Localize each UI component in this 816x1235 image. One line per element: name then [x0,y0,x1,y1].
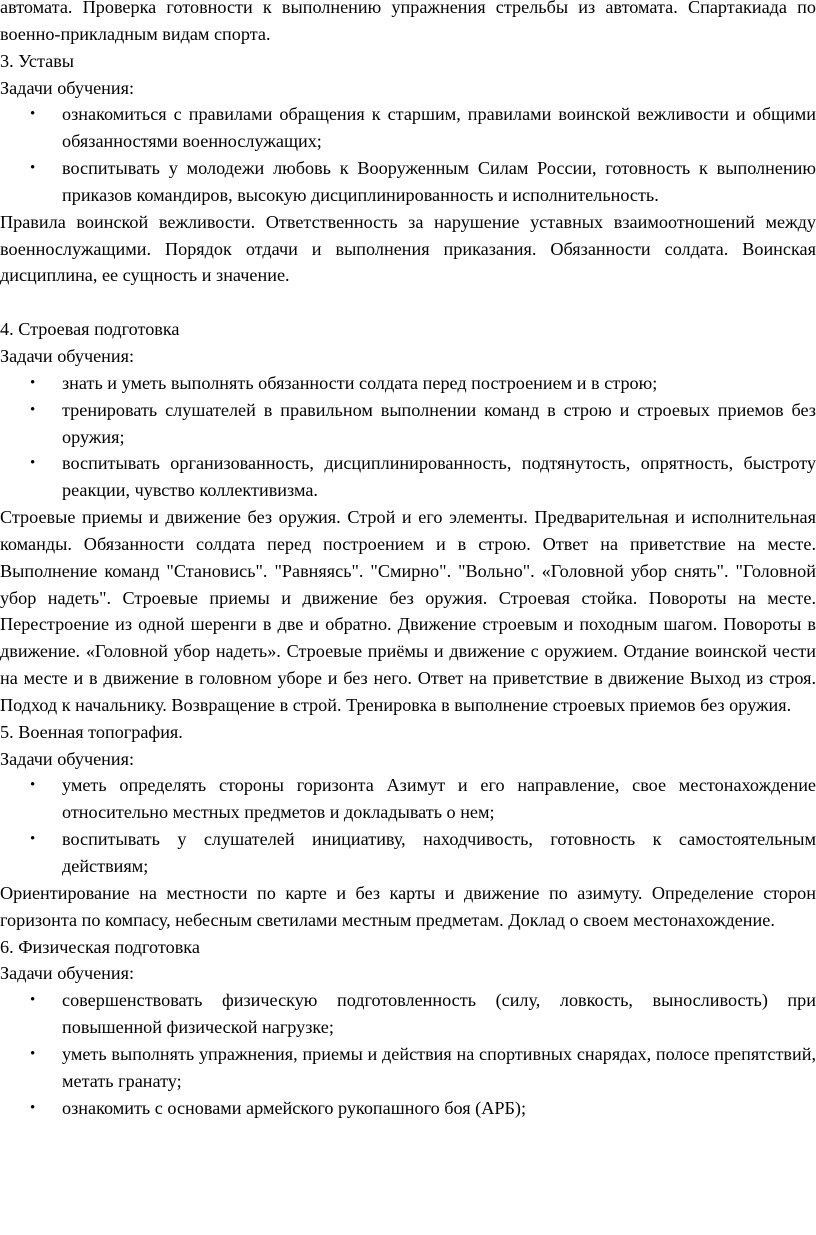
list-item [0,987,816,1041]
list-item-text: воспитывать у слушателей инициативу, находчивость, готовность к самостоятельным действиям; [62,829,816,876]
list-item [0,397,816,451]
section-3-paragraph: Правила воинской вежливости. Ответственность за нарушение уставных взаимоотношений между военнослужащими. Порядок отдачи и выполнения приказания. Обязанности солдата. Воинская дисциплина, ее сущность и значение. [0,211,816,286]
section-4-task-list [0,370,816,504]
list-item [0,1041,816,1095]
list-item [0,101,816,155]
section-6-task-list [0,987,816,1121]
list-item [0,370,816,397]
list-item-text: воспитывать организованность, дисциплинированность, подтянутость, опрятность, быстроту реакции, чувство коллективизма. [62,453,816,501]
section-5-tasks-label: Задачи обучения: [0,748,135,769]
section-3-tasks-label: Задачи обучения: [0,77,135,98]
bullet-icon: • [30,831,36,848]
bullet-icon: • [30,374,36,391]
list-item [0,1095,816,1122]
section-5-paragraph: Ориентирование на местности по карте и без карты и движение по азимуту. Определение сторон горизонта по компасу, небесным светилами местным предметам. Доклад о своем местонахождение. [0,882,816,930]
section-6-heading: 6. Физическая подготовка [0,936,200,957]
list-item [0,450,816,504]
list-item-text: тренировать слушателей в правильном выполнении команд в строю и строевых приемов без оружия; [62,399,816,447]
list-item-text: знать и уметь выполнять обязанности солдата перед построением и в строю; [62,372,658,393]
bullet-icon: • [30,160,36,177]
section-4-heading: 4. Строевая подготовка [0,319,180,340]
list-item-text: ознакомить с основами армейского рукопашного боя (АРБ); [62,1097,526,1118]
list-item-text: совершенствовать физическую подготовленность (силу, ловкость, выносливость) при повышенной физической нагрузке; [62,990,816,1038]
section-5-heading: 5. Военная топография. [0,721,183,742]
list-item [0,772,816,826]
list-item-text: уметь определять стороны горизонта Азимут и его направление, свое местонахождение относительно местных предметов и докладывать о нем; [62,775,816,823]
bullet-icon: • [30,455,36,472]
list-item [0,826,816,880]
list-item-text: уметь выполнять упражнения, приемы и действия на спортивных снарядах, полосе препятствий, метать гранату; [62,1043,816,1091]
blank-line [0,289,816,316]
section-3-task-list [0,101,816,208]
section-5-task-list [0,772,816,879]
list-item-text: воспитывать у молодежи любовь к Вооруженным Силам России, готовность к выполнению приказов командиров, высокую дисциплинированность и исполнительность. [62,158,816,205]
section-4-paragraph: Строевые приемы и движение без оружия. Строй и его элементы. Предварительная и исполнительная команды. Обязанности солдата перед построением и в строю. Ответ на приветствие на месте. Выполнение команд "Становись". "Равняясь". "Смирно". "Вольно". «Головной убор снять". "Головной убор надеть". Строевые приемы и движение без оружия. Строевая стойка. Повороты на месте. Перестроение из одной шеренги в две и обратно. Движение строевым и походным шагом. Повороты в движение. «Головной убор надеть». Строевые приёмы и движение с оружием. Отдание воинской чести на месте и в движение в головном уборе и без него. Ответ на приветствие в движение Выход из строя. Подход к начальнику. Возвращение в строй. Тренировка в выполнение строевых приемов без оружия. [0,507,816,715]
bullet-icon: • [30,777,36,794]
bullet-icon: • [30,106,36,123]
bullet-icon: • [30,1045,36,1062]
section-4-tasks-label: Задачи обучения: [0,345,135,366]
bullet-icon: • [30,1099,36,1116]
list-item-text: ознакомиться с правилами обращения к старшим, правилами воинской вежливости и общими обязанностями военнослужащих; [62,104,816,152]
bullet-icon: • [30,401,36,418]
section-3-heading: 3. Уставы [0,50,75,71]
intro-paragraph: автомата. Проверка готовности к выполнению упражнения стрельбы из автомата. Спартакиада по военно-прикладным видам спорта. [0,0,816,44]
list-item [0,155,816,209]
bullet-icon: • [30,992,36,1009]
section-6-tasks-label: Задачи обучения: [0,963,135,984]
